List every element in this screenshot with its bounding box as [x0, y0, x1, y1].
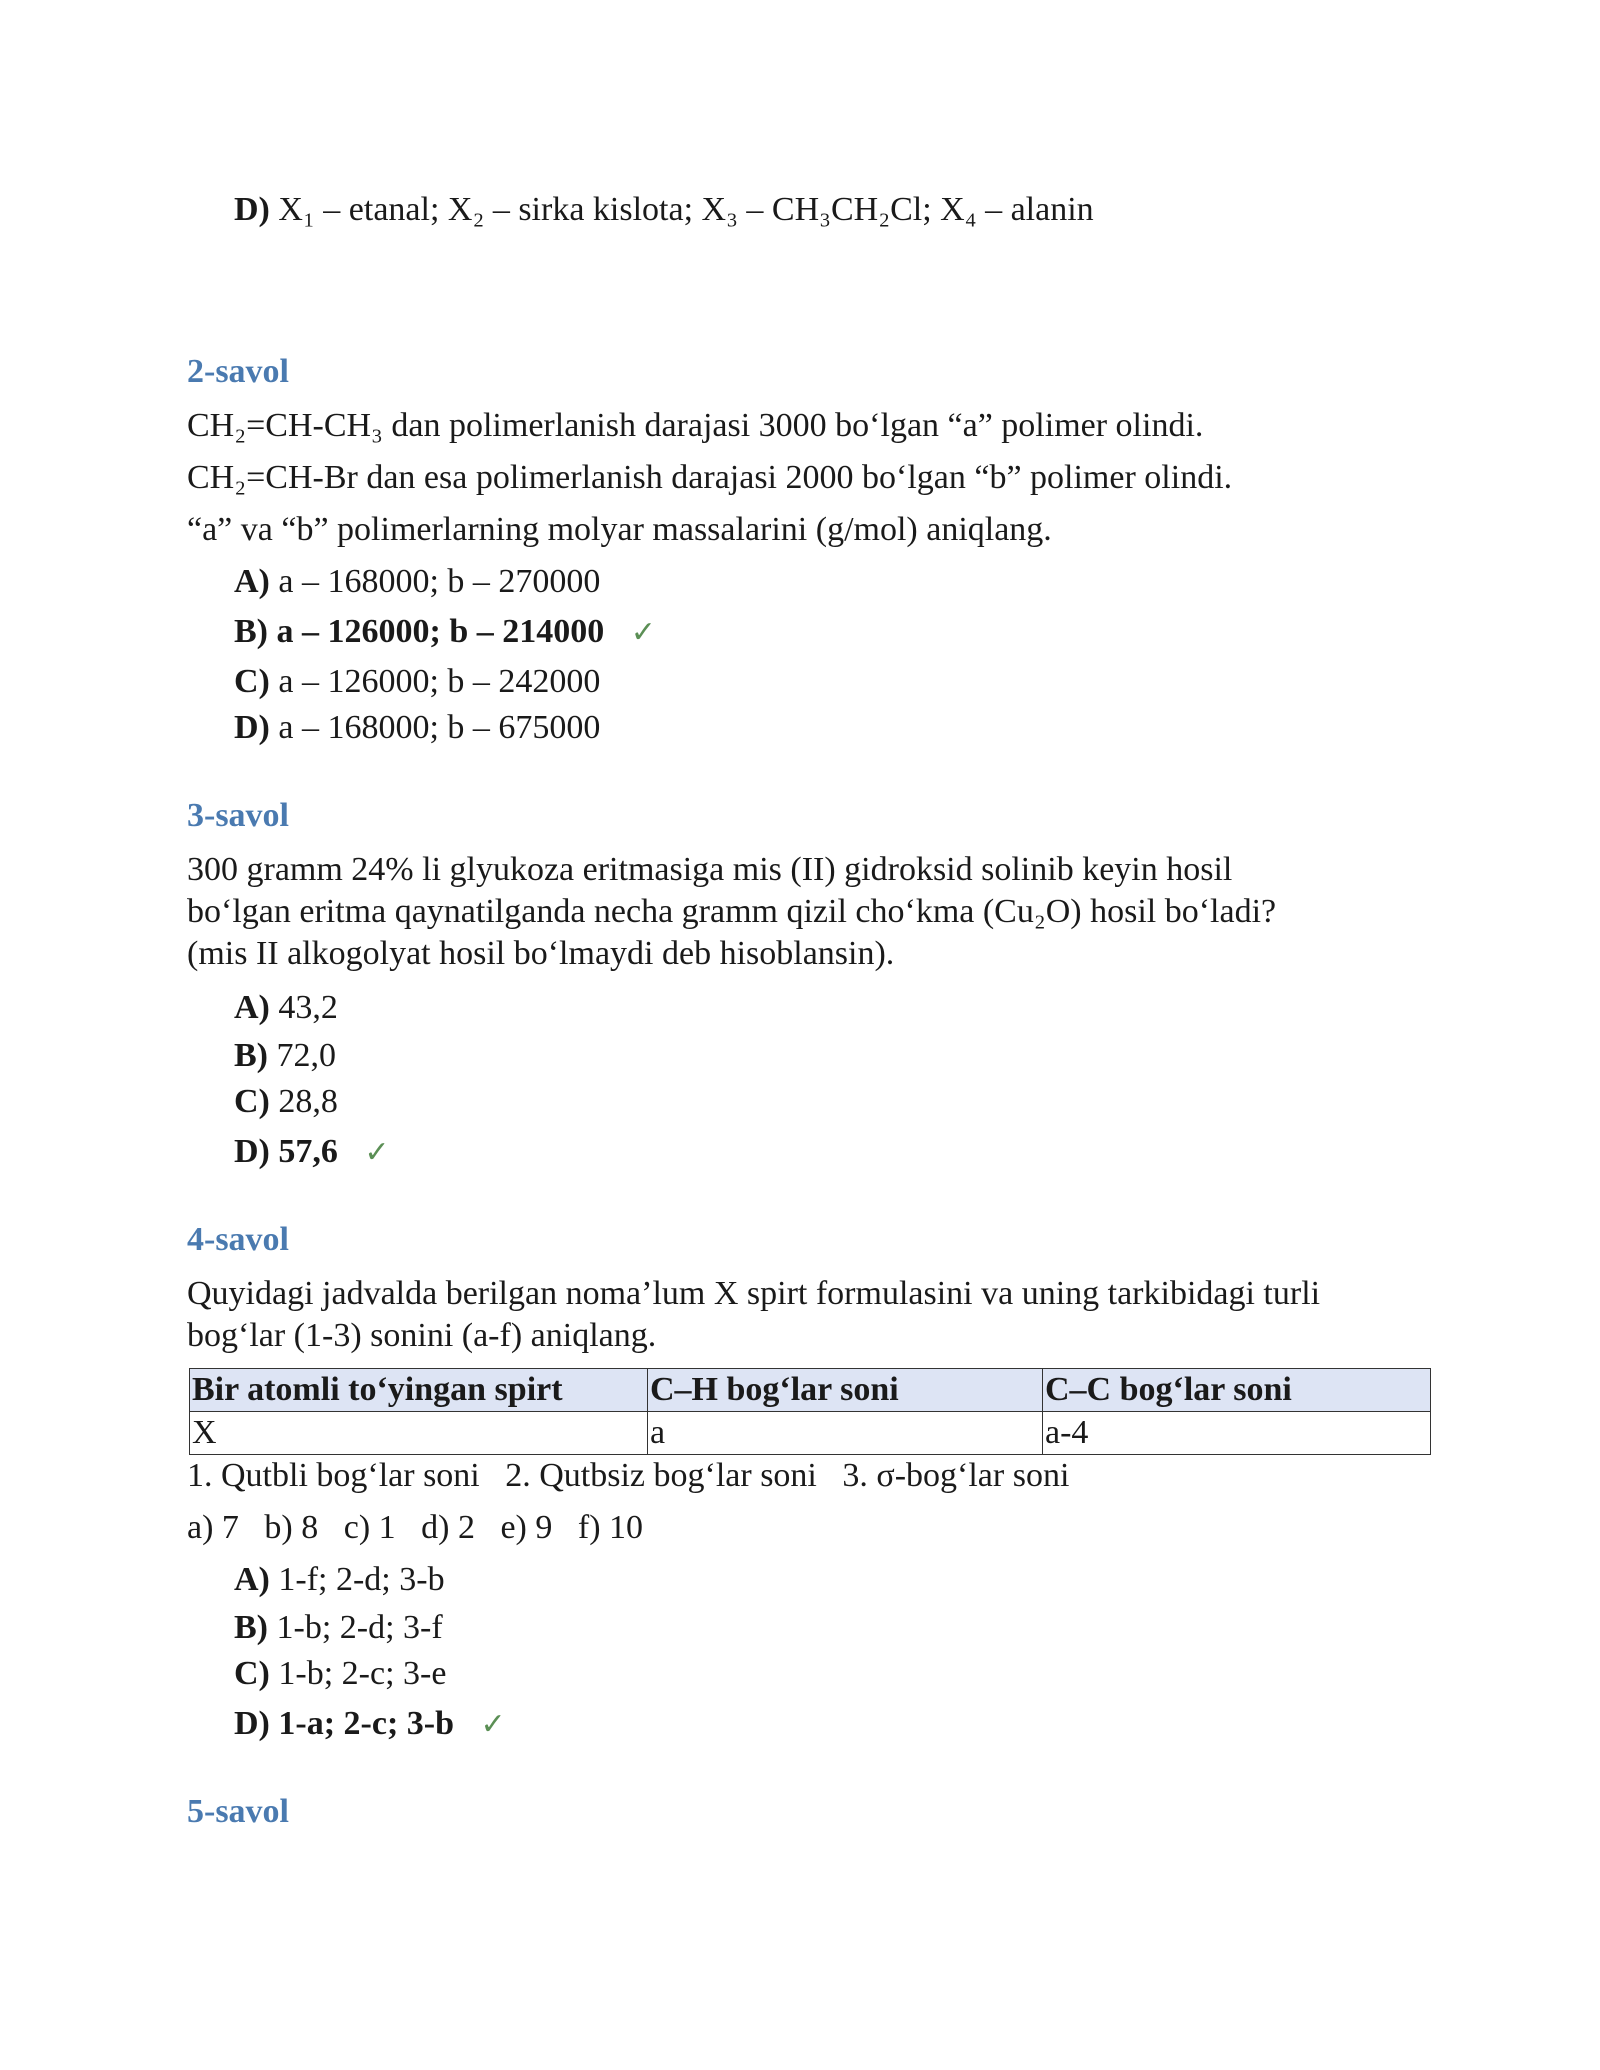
option-text: 43,2	[278, 989, 338, 1026]
q3-option-a	[234, 988, 338, 1028]
q3-text-line1: 300 gramm 24% li glyukoza eritmasiga mis (II) gidroksid solinib keyin hosil	[187, 851, 1233, 888]
table-cell: X	[190, 1412, 648, 1455]
q3-option-d	[234, 1132, 390, 1173]
checkmark-icon: ✓	[630, 615, 656, 650]
option-text: 1-f; 2-d; 3-b	[278, 1561, 445, 1598]
option-letter: D)	[234, 1133, 270, 1170]
option-text: 1-b; 2-d; 3-f	[276, 1609, 443, 1646]
option-letter: C)	[234, 1655, 270, 1692]
table-cell: a	[648, 1412, 1043, 1455]
table-cell: a-4	[1043, 1412, 1431, 1455]
q2-option-d	[234, 708, 600, 748]
option-text: 28,8	[278, 1083, 338, 1120]
q4-values-line: a) 7 b) 8 c) 1 d) 2 e) 9 f) 10	[187, 1509, 644, 1546]
q2-text-line3: “a” va “b” polimerlarning molyar massalarini (g/mol) aniqlang.	[187, 511, 1052, 548]
option-text: X₁ – etanal; X₂ – sirka kislota; X₃ – CH₃CH₂Cl; X₄ – alanin	[278, 191, 1094, 228]
q3-text-line3: (mis II alkogolyat hosil bo‘lmaydi deb hisoblansin).	[187, 935, 895, 972]
option-letter: C)	[234, 1083, 270, 1120]
option-text: a – 126000; b – 242000	[278, 663, 601, 700]
q2-text-line2: CH₂=CH-Br dan esa polimerlanish darajasi 2000 bo‘lgan “b” polimer olindi.	[187, 459, 1233, 496]
table-row	[190, 1412, 1431, 1455]
q2-text-line1: CH₂=CH-CH₃ dan polimerlanish darajasi 3000 bo‘lgan “a” polimer olindi.	[187, 407, 1204, 444]
q4-text-line1: Quyidagi jadvalda berilgan noma’lum X spirt formulasini va uning tarkibidagi turli	[187, 1275, 1321, 1312]
option-letter: C)	[234, 663, 270, 700]
option-letter: D)	[234, 191, 270, 228]
q4-text-line2: bog‘lar (1-3) sonini (a-f) aniqlang.	[187, 1317, 657, 1354]
option-letter: B)	[234, 613, 268, 650]
q4-option-a	[234, 1560, 445, 1600]
q1-option-d	[234, 190, 1094, 230]
q2-option-b	[234, 612, 656, 653]
q4-table	[189, 1368, 1431, 1455]
option-letter: D)	[234, 709, 270, 746]
option-letter: A)	[234, 1561, 270, 1598]
option-text: 1-b; 2-c; 3-e	[278, 1655, 447, 1692]
table-header-cell: Bir atomli to‘yingan spirt	[190, 1369, 648, 1412]
option-letter: A)	[234, 989, 270, 1026]
option-text: 1-a; 2-c; 3-b	[278, 1705, 455, 1742]
q3-text-line2: bo‘lgan eritma qaynatilganda necha gramm qizil cho‘kma (Cu₂O) hosil bo‘ladi?	[187, 893, 1277, 930]
checkmark-icon: ✓	[480, 1707, 506, 1742]
q4-option-d	[234, 1704, 506, 1745]
option-text: a – 168000; b – 675000	[278, 709, 601, 746]
option-text: a – 168000; b – 270000	[278, 563, 601, 600]
option-text: a – 126000; b – 214000	[276, 613, 605, 650]
q4-items-line: 1. Qutbli bog‘lar soni 2. Qutbsiz bog‘lar soni 3. σ-bog‘lar soni	[187, 1457, 1070, 1494]
q2-option-c	[234, 662, 600, 702]
checkmark-icon: ✓	[364, 1135, 390, 1170]
table-header-cell: C–H bog‘lar soni	[648, 1369, 1043, 1412]
table-header-cell: C–C bog‘lar soni	[1043, 1369, 1431, 1412]
option-letter: B)	[234, 1037, 268, 1074]
q5-title: 5-savol	[187, 1793, 289, 1830]
option-letter: A)	[234, 563, 270, 600]
option-text: 57,6	[278, 1133, 338, 1170]
q4-option-b	[234, 1608, 443, 1648]
option-letter: D)	[234, 1705, 270, 1742]
q2-option-a	[234, 562, 600, 602]
table-header-row	[190, 1369, 1431, 1412]
q3-title: 3-savol	[187, 797, 289, 834]
option-letter: B)	[234, 1609, 268, 1646]
q2-title: 2-savol	[187, 353, 289, 390]
q3-option-c	[234, 1082, 338, 1122]
q4-title: 4-savol	[187, 1221, 289, 1258]
option-text: 72,0	[276, 1037, 336, 1074]
q3-option-b	[234, 1036, 336, 1076]
q4-option-c	[234, 1654, 446, 1694]
